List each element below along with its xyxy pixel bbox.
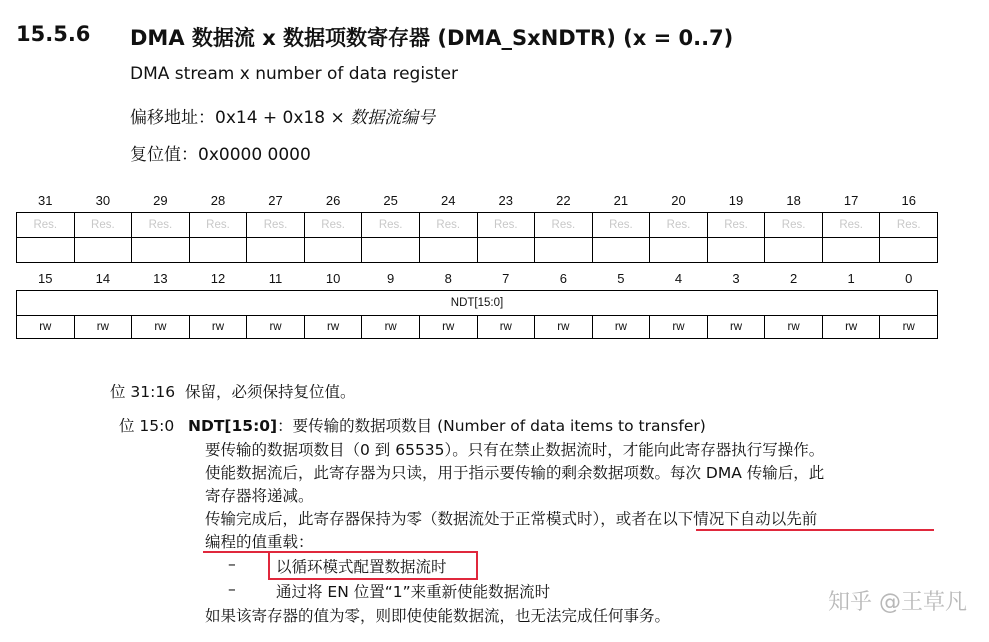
access-cell: rw bbox=[822, 316, 880, 339]
reserved-cell: Res. bbox=[189, 213, 247, 238]
reserved-cell: Res. bbox=[477, 213, 535, 238]
ndt-field-cell: NDT[15:0] bbox=[17, 291, 938, 316]
reserved-empty-cell bbox=[419, 238, 477, 263]
access-cell: rw bbox=[132, 316, 190, 339]
reserved-cell: Res. bbox=[592, 213, 650, 238]
bit-number-9: 9 bbox=[387, 270, 395, 286]
reset-value: 复位值：0x0000 0000 bbox=[130, 145, 311, 165]
reserved-empty-cell bbox=[765, 238, 823, 263]
reserved-cell: Res. bbox=[17, 213, 75, 238]
reserved-empty-cell bbox=[247, 238, 305, 263]
reserved-empty-cell bbox=[132, 238, 190, 263]
bit-number-6: 6 bbox=[559, 270, 567, 286]
desc-line-4-part-a: 传输完成后，此寄存器保持为零（数据流处于正常模式时）， bbox=[205, 510, 616, 528]
bit-number-30: 30 bbox=[95, 192, 111, 208]
ndt-title-rest: ：要传输的数据项数目 (Number of data items to transfer) bbox=[277, 417, 706, 435]
access-cell: rw bbox=[707, 316, 765, 339]
desc-line-4-part-b: 或者在以下情况下自动以先前 bbox=[615, 510, 818, 528]
bit-number-7: 7 bbox=[502, 270, 510, 286]
bit-number-29: 29 bbox=[153, 192, 168, 208]
desc-line-3: 寄存器将递减。 bbox=[205, 487, 314, 505]
bits-31-16-pos: 位 31:16 bbox=[110, 383, 176, 401]
bit-number-21: 21 bbox=[613, 192, 629, 208]
reserved-cell: Res. bbox=[765, 213, 823, 238]
bit-number-1: 1 bbox=[847, 270, 855, 286]
offset-stream-number: 数据流编号 bbox=[350, 108, 436, 128]
bit-number-25: 25 bbox=[383, 192, 398, 208]
access-cell: rw bbox=[247, 316, 305, 339]
bit-number-31: 31 bbox=[38, 192, 53, 208]
reserved-cell: Res. bbox=[822, 213, 880, 238]
reserved-cell: Res. bbox=[74, 213, 132, 238]
subtitle-english: DMA stream x number of data register bbox=[130, 64, 459, 84]
access-cell: rw bbox=[880, 316, 938, 339]
reserved-empty-cell bbox=[74, 238, 132, 263]
bit-number-8: 8 bbox=[444, 270, 452, 286]
reserved-empty-cell bbox=[707, 238, 765, 263]
bit-number-17: 17 bbox=[843, 192, 859, 208]
bit-number-4: 4 bbox=[674, 270, 683, 286]
reserved-empty-cell bbox=[650, 238, 708, 263]
access-cell: rw bbox=[765, 316, 823, 339]
bullet-re-enable: 通过将 EN 位置“1”来重新使能数据流时 bbox=[276, 583, 551, 601]
ndt-field-name: NDT[15:0] bbox=[188, 417, 278, 435]
reserved-cell: Res. bbox=[419, 213, 477, 238]
desc-line-1: 要传输的数据项数目（0 到 65535）。只有在禁止数据流时，才能向此寄存器执行写操作。 bbox=[205, 441, 825, 459]
bit-number-10: 10 bbox=[325, 270, 341, 286]
reserved-access-row bbox=[17, 238, 938, 263]
bullet-circular-mode: 以循环模式配置数据流时 bbox=[276, 558, 447, 576]
bullet-dash-1: – bbox=[228, 555, 236, 573]
access-cell: rw bbox=[362, 316, 420, 339]
offset-label: 偏移地址：0x14 + 0x18 × bbox=[130, 108, 351, 128]
access-cell: rw bbox=[189, 316, 247, 339]
bit-number-19: 19 bbox=[728, 192, 744, 208]
access-cell: rw bbox=[592, 316, 650, 339]
bit-number-15: 15 bbox=[38, 270, 53, 286]
reserved-cell: Res. bbox=[362, 213, 420, 238]
section-title: DMA 数据流 x 数据项数寄存器 (DMA_SxNDTR) (x = 0..7) bbox=[130, 26, 734, 50]
bit-number-12: 12 bbox=[210, 270, 226, 286]
reserved-cell: Res. bbox=[535, 213, 593, 238]
bits-15-0-title bbox=[188, 414, 706, 436]
bullet-dash-2: – bbox=[228, 580, 236, 598]
reserved-cell: Res. bbox=[132, 213, 190, 238]
access-cell: rw bbox=[74, 316, 132, 339]
desc-line-5: 编程的值重载： bbox=[205, 533, 314, 551]
bit-number-27: 27 bbox=[268, 192, 283, 208]
reserved-cell: Res. bbox=[650, 213, 708, 238]
access-cell: rw bbox=[419, 316, 477, 339]
bit-number-16: 16 bbox=[901, 192, 916, 208]
bit-number-row-low bbox=[17, 266, 938, 291]
reserved-empty-cell bbox=[362, 238, 420, 263]
access-row bbox=[17, 316, 938, 339]
access-cell: rw bbox=[535, 316, 593, 339]
reserved-empty-cell bbox=[17, 238, 75, 263]
bit-number-24: 24 bbox=[440, 192, 456, 208]
reserved-empty-cell bbox=[535, 238, 593, 263]
desc-line-4 bbox=[205, 507, 817, 529]
field-row bbox=[17, 291, 938, 316]
bit-number-23: 23 bbox=[498, 192, 514, 208]
desc-line-2: 使能数据流后，此寄存器为只读，用于指示要传输的剩余数据项数。每次 DMA 传输后，此 bbox=[205, 464, 825, 482]
bit-number-14: 14 bbox=[95, 270, 111, 286]
reserved-cell: Res. bbox=[304, 213, 362, 238]
register-table-low bbox=[16, 266, 938, 339]
bit-number-0: 0 bbox=[905, 270, 913, 286]
bits-31-16-text: 保留，必须保持复位值。 bbox=[184, 383, 356, 401]
bit-number-22: 22 bbox=[556, 192, 571, 208]
access-cell: rw bbox=[477, 316, 535, 339]
bit-number-28: 28 bbox=[210, 192, 226, 208]
section-number: 15.5.6 bbox=[16, 22, 91, 46]
access-cell: rw bbox=[650, 316, 708, 339]
bit-number-3: 3 bbox=[732, 270, 740, 286]
watermark: 知乎 @王草凡 bbox=[828, 590, 967, 615]
bit-number-11: 11 bbox=[268, 270, 283, 286]
bit-number-13: 13 bbox=[153, 270, 168, 286]
red-underline-reload bbox=[696, 529, 934, 531]
red-box-circular-mode bbox=[268, 551, 478, 580]
reserved-row bbox=[17, 213, 938, 238]
reserved-empty-cell bbox=[822, 238, 880, 263]
bit-number-26: 26 bbox=[325, 192, 341, 208]
bit-number-5: 5 bbox=[617, 270, 625, 286]
access-cell: rw bbox=[304, 316, 362, 339]
reserved-cell: Res. bbox=[247, 213, 305, 238]
bits-15-0-pos: 位 15:0 bbox=[119, 417, 175, 435]
bit-number-row-high bbox=[17, 188, 938, 213]
reserved-empty-cell bbox=[477, 238, 535, 263]
offset-address bbox=[130, 103, 435, 128]
reserved-empty-cell bbox=[880, 238, 938, 263]
bit-number-2: 2 bbox=[789, 270, 798, 286]
desc-line-last: 如果该寄存器的值为零，则即使使能数据流，也无法完成任何事务。 bbox=[205, 607, 671, 625]
bits-31-16-row bbox=[110, 380, 355, 402]
reserved-cell: Res. bbox=[707, 213, 765, 238]
reserved-empty-cell bbox=[304, 238, 362, 263]
bit-number-18: 18 bbox=[786, 192, 801, 208]
access-cell: rw bbox=[17, 316, 75, 339]
reserved-empty-cell bbox=[592, 238, 650, 263]
reserved-empty-cell bbox=[189, 238, 247, 263]
reserved-cell: Res. bbox=[880, 213, 938, 238]
bit-number-20: 20 bbox=[671, 192, 686, 208]
register-table-high bbox=[16, 188, 938, 263]
